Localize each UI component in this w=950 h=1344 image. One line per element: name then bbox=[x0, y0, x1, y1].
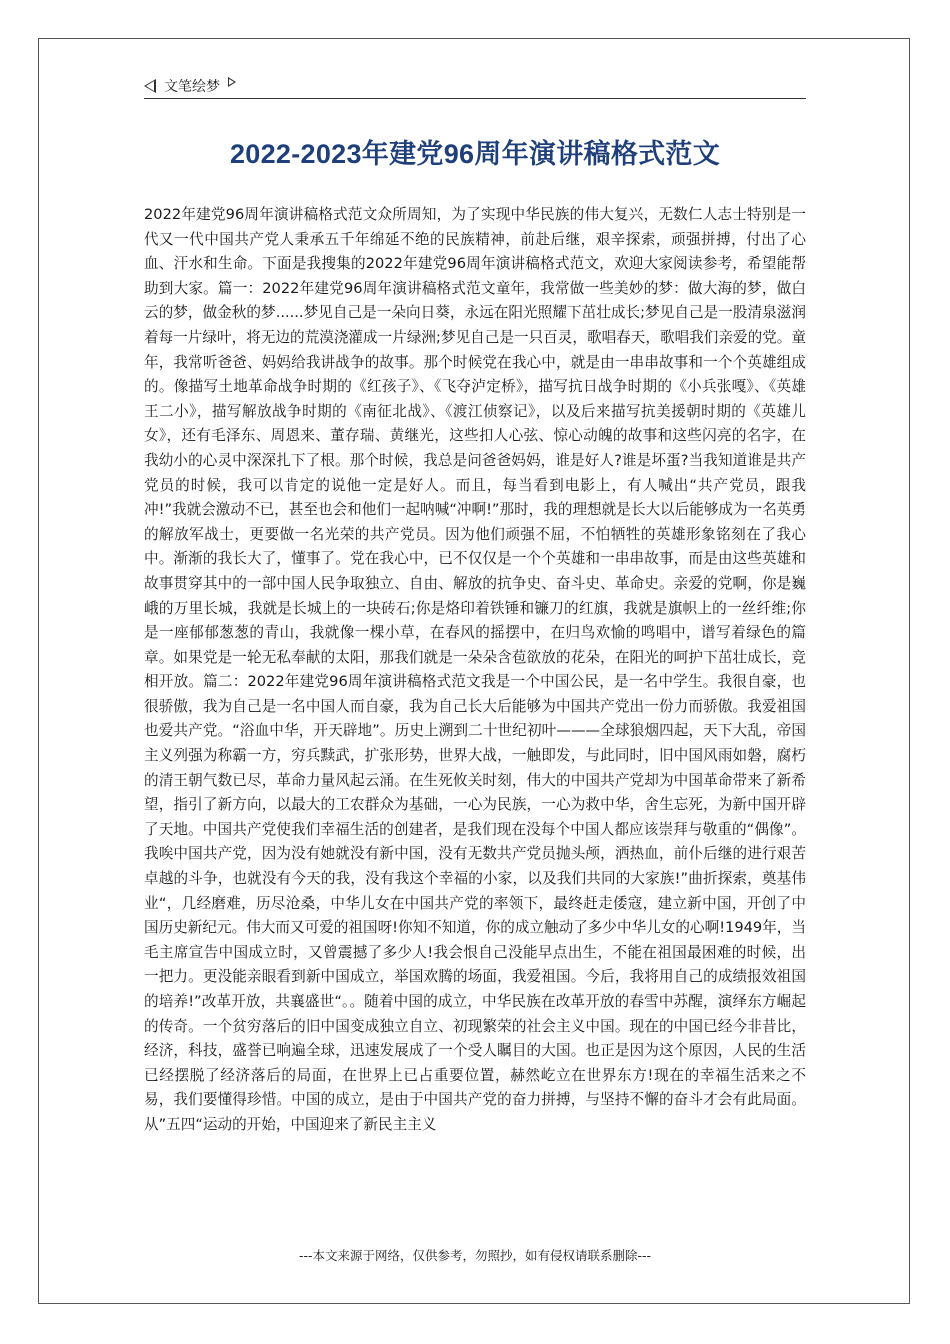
triangle-right-icon bbox=[228, 77, 236, 87]
header bbox=[144, 74, 236, 98]
triangle-left-icon bbox=[144, 79, 156, 93]
document-title: 2022-2023年建党96周年演讲稿格式范文 bbox=[229, 139, 721, 169]
header-divider bbox=[144, 98, 806, 99]
brand-name: 文笔绘梦 bbox=[164, 79, 220, 95]
footer-notice: ---本文来源于网络，仅供参考，勿照抄，如有侵权请联系删除--- bbox=[298, 1248, 652, 1263]
document-body: 2022年建党96周年演讲稿格式范文众所周知，为了实现中华民族的伟大复兴，无数仁人志士特别是一代又一代中国共产党人秉承五千年绵延不绝的民族精神，前赴后继，艰辛探索，顽强拼搏，付出了心血、汗水和生命。下面是我搜集的2022年建党96周年演讲稿格式范文，欢迎大家阅读参考，希望能帮助到大家。篇一：2022年建党96周年演讲稿格式范文童年，我常做一些美妙的梦：做大海的梦，做白云的梦，做金秋的梦......梦见自己是一朵向日葵，永远在阳光照耀下茁壮成长;梦见自己是一股清泉滋润着每一片绿叶，将无边的荒漠浇灌成一片绿洲;梦见自己是一只百灵，歌唱春天，歌唱我们亲爱的党。童年，我常听爸爸、妈妈给我讲战争的故事。那个时候党在我心中，就是由一串串故事和一个个英雄组成的。像描写土地革命战争时期的《红孩子》、《飞夺泸定桥》，描写抗日战争时期的《小兵张嘎》、《英雄王二小》，描写解放战争时期的《南征北战》、《渡江侦察记》，以及后来描写抗美援朝时期的《英雄儿女》，还有毛泽东、周恩来、董存瑞、黄继光，这些扣人心弦、惊心动魄的故事和这些闪亮的名字，在我幼小的心灵中深深扎下了根。那个时候，我总是问爸爸妈妈，谁是好人?谁是坏蛋?当我知道谁是共产党员的时候，我可以肯定的说他一定是好人。而且，每当看到电影上，有人喊出“共产党员，跟我冲!”我就会激动不已，甚至也会和他们一起呐喊“冲啊!”那时，我的理想就是长大以后能够成为一名英勇的解放军战士，更要做一名光荣的共产党员。因为他们顽强不屈，不怕牺牲的英雄形象铭刻在了我心中。渐渐的我长大了，懂事了。党在我心中，已不仅仅是一个个英雄和一串串故事，而是由这些英雄和故事贯穿其中的一部中国人民争取独立、自由、解放的抗争史、奋斗史、革命史。亲爱的党啊，你是巍峨的万里长城，我就是长城上的一块砖石;你是烙印着铁锤和镰刀的红旗，我就是旗帜上的一丝纤维;你是一座郁郁葱葱的青山，我就像一棵小草，在春风的摇摆中，在归鸟欢愉的鸣唱中，谱写着绿色的篇章。如果党是一轮无私奉献的太阳，那我们就是一朵朵含苞欲放的花朵，在阳光的呵护下茁壮成长，竞相开放。篇二：2022年建党96周年演讲稿格式范文我是一个中国公民，是一名中学生。我很自豪，也很骄傲，我为自己是一名中国人而自豪，我为自己长大后能够为中国共产党出一份力而骄傲。我爱祖国也爱共产党。“浴血中华，开天辟地”。历史上溯到二十世纪初叶———全球狼烟四起，天下大乱，帝国主义列强为称霸一方，穷兵黩武，扩张形势，世界大战，一触即发，与此同时，旧中国风雨如磐，腐朽的清王朝气数已尽，革命力量风起云涌。在生死攸关时刻，伟大的中国共产党却为中国革命带来了新希望，指引了新方向，以最大的工农群众为基础，一心为民族，一心为救中华，舍生忘死，为新中国开辟了天地。中国共产党使我们幸福生活的创建者，是我们现在没每个中国人都应该崇拜与敬重的“偶像”。我唉中国共产党，因为没有她就没有新中国，没有无数共产党员抛头颅，洒热血，前仆后继的进行艰苦卓越的斗争，也就没有今天的我，没有我这个幸福的小家，以及我们共同的大家族!”曲折探索，奠基伟业“，几经磨难，历尽沧桑，中华儿女在中国共产党的率领下，最终赶走倭寇，建立新中国，开创了中国历史新纪元。伟大而又可爱的祖国呀!你知不知道，你的成立触动了多少中华儿女的心啊!1949年，当毛主席宣告中国成立时，又曾震撼了多少人!我会恨自己没能早点出生，不能在祖国最困难的时候，出一把力。更没能亲眼看到新中国成立，举国欢腾的场面，我爱祖国。今后，我将用自己的成绩报效祖国的培养!”改革开放，共襄盛世“。。随着中国的成立，中华民族在改革开放的春雪中苏醒，演绎东方崛起的传奇。一个贫穷落后的旧中国变成独立自立、初现繁荣的社会主义中国。现在的中国已经今非昔比，经济，科技，盛誉已响遍全球，迅速发展成了一个受人瞩目的大国。也正是因为这个原因，人民的生活已经摆脱了经济落后的局面，在世界上已占重要位置，赫然屹立在世界东方!现在的幸福生活来之不易，我们要懂得珍惜。中国的成立，是由于中国共产党的奋力拼搏，与坚持不懈的奋斗才会有此局面。从”五四“运动的开始，中国迎来了新民主主义 bbox=[144, 206, 806, 1133]
